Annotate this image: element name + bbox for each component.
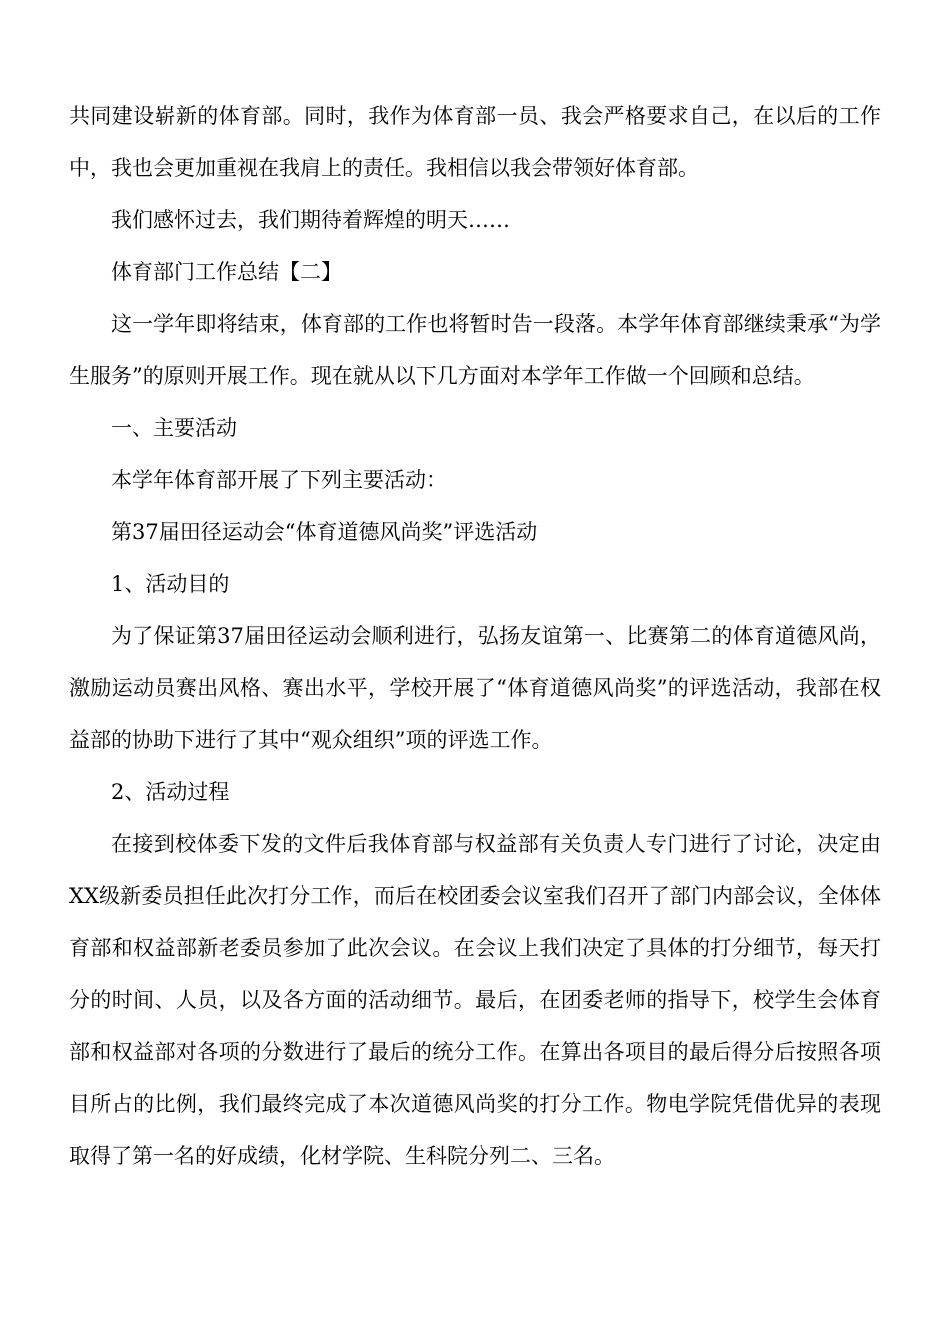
heading-activity-purpose: 1、活动目的 xyxy=(111,572,230,596)
paragraph-intro: 这一学年即将结束，体育部的工作也将暂时告一段落。本学年体育部继续秉承“为学生服务”的原则开展工作。现在就从以下几方面对本学年工作做一个回顾和总结。 xyxy=(69,312,881,388)
paragraph-continuation: 共同建设崭新的体育部。同时，我作为体育部一员、我会严格要求自己，在以后的工作中，我也会更加重视在我肩上的责任。我相信以我会带领好体育部。 xyxy=(69,104,881,180)
paragraph-activity-process: 在接到校体委下发的文件后我体育部与权益部有关负责人专门进行了讨论，决定由XX级新委员担任此次打分工作，而后在校团委会议室我们召开了部门内部会议，全体体育部和权益部新老委员参加了此次会议。在会议上我们决定了具体的打分细节，每天打分的时间、人员，以及各方面的活动细节。最后，在团委老师的指导下，校学生会体育部和权益部对各项的分数进行了最后的统分工作。在算出各项目的最后得分后按照各项目所占的比例，我们最终完成了本次道德风尚奖的打分工作。物电学院凭借优异的表现取得了第一名的好成绩，化材学院、生科院分列二、三名。 xyxy=(69,832,881,1168)
paragraph-activity-purpose: 为了保证第37届田径运动会顺利进行，弘扬友谊第一、比赛第二的体育道德风尚，激励运动员赛出风格、赛出水平，学校开展了“体育道德风尚奖”的评选活动，我部在权益部的协助下进行了其中“观众组织”项的评选工作。 xyxy=(69,624,881,752)
paragraph-closing: 我们感怀过去，我们期待着辉煌的明天…… xyxy=(111,208,510,232)
heading-main-activities: 一、主要活动 xyxy=(111,416,237,440)
section-title: 体育部门工作总结【二】 xyxy=(111,260,342,284)
document-body xyxy=(69,90,881,1182)
heading-activity-name: 第37届田径运动会“体育道德风尚奖”评选活动 xyxy=(111,520,538,544)
paragraph-activities-lead: 本学年体育部开展了下列主要活动： xyxy=(111,468,447,492)
heading-activity-process: 2、活动过程 xyxy=(111,780,230,804)
